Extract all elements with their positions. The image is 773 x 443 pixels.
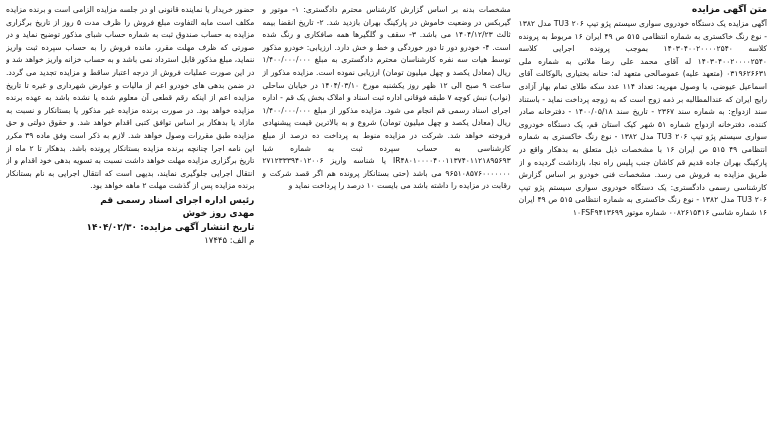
notice-title: متن آگهی مزایده [691, 5, 767, 15]
notice-column-left-text: حضور خریدار یا نماینده قانونی او در جلسه مزایده الزامی است و برنده مزایده مکلف است مابه التفاوت مبلغ فروش را ظرف مدت ۵ روز از تاریخ برگزاری مزایده به حساب صندوق ثبت به شماره حساب شبای مذکور توضیح نماید و در صورتی که ظرف مهلت مقرر، مانده فروش را به حساب سپرده ثبت واریز ننماید، مبلغ مذکور قابل استرداد نمی باشد و به حساب خزانه واریز خواهد شد و در این صورت عملیات فروش از درجه اعتبار ساقط و مزایده تجدید می گردد. در ضمن بدهی های خودرو اعم از مالیات و عوارض شهرداری و غیره تا تاریخ مزایده اعم از اینکه رقم قطعی آن معلوم شده یا نشده باشد به عهده برنده مزایده خواهد بود. در صورت برنده مزایده غیر مذکور یا بستانکار و نسبت به مازاد یا بدهکار بر اساس توافق کتبی اقدام خواهد شد. و حقوق دولتی و حق مزایده طبق مقررات وصول خواهد شد. لازم به ذکر است وفق ماده ۳۹ مکرر این نامه اجرا چنانچه برنده مزایده بستانکار پرونده باشد. بدهکار تا ۲ ماه از تاریخ برگزاری مزایده مهلت خواهد داشت نسبت به تسویه بدهی خود اقدام و از انتقال اجرایی جلوگیری نمایند، بدیهی است که انتقال اجرایی به نام بستانکار برنده مزایده پس از گذشت مهلت ۲ ماهه خواهد بود. [6, 5, 255, 191]
signature-name: مهدی روز خوش [182, 209, 255, 220]
reference-number: م الف: ۱۷۴۴۵ [204, 236, 255, 247]
notice-column-right-text: آگهی مزایده یک دستگاه خودروی سواری سیستم پژو تیپ TU3 ۲۰۶ مدل ۱۳۸۲ - نوع رنگ خاکستری به شماره انتظامی ۵۱۵ ص ۴۹ ایران ۱۶ مربوط به پرونده کلاسه ۱۴۰۳۰۴۰۰۲۰۰۰۰۲۵۴۰ بموجب پرونده اجرایی کلاسه ۱۴۰۳۰۴۰۰۲۰۰۰۰۲۵۴۰ له آقای محمد علی رضا ملاتی به شماره ملی ۰۳۱۹۶۲۶۶۳۱ (متعهد علیه) عموصالحی متعهد له: حنانه بختیاری بالوکالت آقای اسماعیل عیوضی، با وصول مهریه: تعداد ۱۱۴ عدد سکه طلای تمام بهار آزادی رایج ایران که عندالمطالبه بر ذمه زوج است که به زوجه پرداخت نماید - باستناد سند ازدواج: به شماره سند ۲۳۶۷ - تاریخ سند ۱۴۰۰/۰۵/۱۸ - دفترخانه صادر کننده، دفترخانه ازدواج شماره ۵۱ شهر کیک استان قم، یک دستگاه خودروی سواری سیستم پژو تیپ TU3 ۲۰۶ مدل ۱۳۸۲ - نوع رنگ خاکستری به شماره انتظامی ۴۹ ۵۱۵ ص ایران ۱۶ با مشخصات ذیل متعلق به بدهکار واقع در پارکینگ بهران جاده قدیم قم کاشان جنب پلیس راه نجا، بازداشت گردیده و از طریق مزایده به فروش می رسد. مشخصات فنی خودرو بر اساس گزارش کارشناسی رسمی دادگستری: یک دستگاه خودروی سواری سیستم پژو تیپ TU3 ۲۰۶ مدل ۱۳۸۲ - نوع رنگ خاکستری به شماره انتظامی ۵۱۵ ص ۴۹ ایران ۱۶ شماره شاسی ۰۰۸۲۶۱۵۴۱۶ شماره موتور ۱۰FSF۹۴۱۳۶۹۹ [518, 19, 767, 217]
notice-column-left [6, 4, 254, 439]
notice-column-middle-text: مشخصات بدنه بر اساس گزارش کارشناس محترم دادگستری: ۱- موتور و گیربکس در وضعیت خاموش در پارکینگ بهران بازدید شد. ۲- تاریخ انقضا بیمه ثالث ۱۴۰۴/۱۲/۲۳ می باشد. ۳- سقف و گلگیرها همه صافکاری و رنگ شده است. ۴- خودرو دور تا دور خوردگی و خط و خش دارد. ارزیابی: خودرو مذکور توسط هیات سه نفره کارشناسان محترم دادگستری به مبلغ ۱/۴۰۰/۰۰۰/۰۰۰ ریال (معادل یکصد و چهل میلیون تومان) ارزیابی نموده است. مزایده مذکور از ساعت ۹ صبح الی ۱۲ ظهر روز یکشنبه مورخ ۱۴۰۴/۰۳/۱۰ در خیابان ساحلی (نواب) نبش کوچه ۷ طبقه فوقانی اداره ثبت اسناد و املاک بخش یک قم - اداره اجرای اسناد رسمی قم انجام می شود. مزایده مذکور از مبلغ ۱/۴۰۰/۰۰۰/۰۰۰ ریال (معادل یکصد و چهل میلیون تومان) شروع و به بالاترین قیمت پیشنهادی فروخته خواهد شد. شرکت در مزایده منوط به پرداخت ده درصد از مبلغ کارشناسی به حساب سپرده ثبت به شماره شبا IR۴۸۰۱۰۰۰۰۴۰۰۱۱۳۷۴۰۱۱۲۱۸۹۵۶۹۳ یا شناسه واریز ۲۷۱۲۳۳۳۹۴۰۱۲۰۰۶ ۹۶۵۱۰۸۵۷۶۰۰۰۰۰۰۰ می باشد (حتی بستانکار پرونده هم اگر قصد شرکت و رقابت در مزایده را داشته باشد می بایست ۱۰ درصد را پرداخت نماید و [262, 5, 511, 191]
signature-block [6, 195, 254, 249]
notice-column-middle [262, 4, 510, 439]
signature-office: رئیس اداره اجرای اسناد رسمی قم [100, 195, 255, 206]
notice-column-right [519, 4, 767, 439]
publication-date: تاریخ انتشار آگهی مزایده: ۱۴۰۴/۰۲/۳۰ [86, 222, 255, 233]
